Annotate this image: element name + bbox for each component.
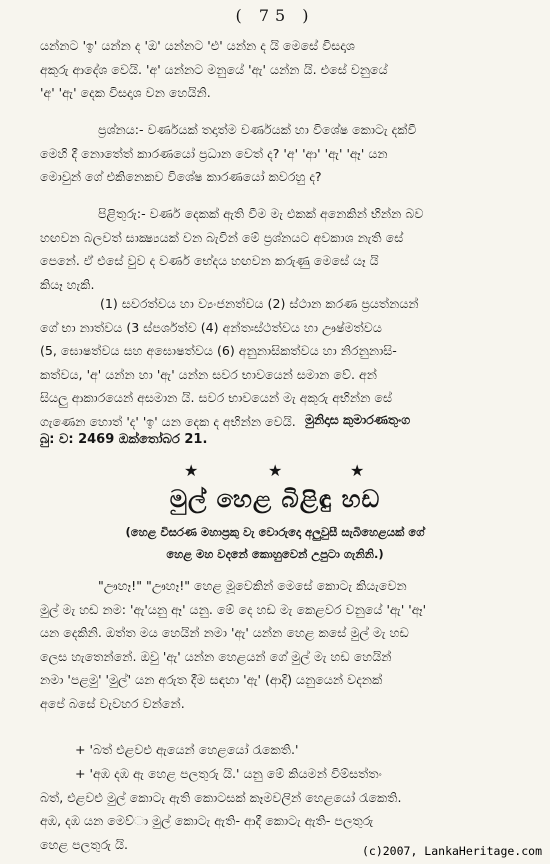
paragraph-differences	[40, 292, 536, 433]
paragraph-line: ගැණෙන හොත් 'ද' 'ඉ' යන දෙක ද අභින්න වෙයි.	[40, 413, 296, 429]
date-line: බු: ව: 2469 ඔක්තෝබර 21.	[40, 432, 208, 447]
paragraph-line: "ඌහෑ!" "ඌහෑ!" හෙළ මූවෙකින් මෙසේ කොටැ කියැවෙන	[98, 578, 407, 593]
paragraph-line: + 'අඹ දඹ ඇ හෙළ පලතුරු යි.' යනු මේ කියමන් විම්සත්තං	[75, 766, 382, 781]
paragraph-line: හෙළ පලතුරු යි.	[40, 836, 129, 852]
paragraph-line: මුල් මැ හඩ නම: 'ඇ'යනු ඈ' යනු. මේ දෙ හඩ මැ කෙළවර වනුයේ 'ඇ' 'ඈ'	[40, 601, 427, 617]
example-item-2	[40, 762, 536, 856]
star-icon: ★	[184, 461, 199, 480]
paragraph-answer	[40, 202, 536, 296]
paragraph-line: ප්‍රශ්නය:- වර්ණයක් තදාත්ම වර්ණයක් හා විශේෂ කොටැ දක්වී	[98, 122, 417, 137]
paragraph-line: සියලු ආකාරයෙන් අසමාන යි. සවර භාවයෙන් මැ අකුරු අභින්න සේ	[40, 390, 393, 405]
paragraph-line: ගේ භා නාත්වය (3 ස්පර්ශත්ව (4) අන්තඃස්ථත්වය හා ඌෂ්මත්වය	[40, 319, 382, 335]
paragraph-line: බත්, එළවළු මුල් කොටැ ඇති කොටසක් කෑමවලින් හෙළයෝ රැකෙති.	[40, 789, 402, 805]
paragraph-line: නමා 'පළමු' 'මුල්' යන අරුත දීම සඳහා 'ඇ' (ආදි) යනුයෙන් වදනක්	[40, 672, 383, 687]
star-icon: ★	[268, 461, 283, 480]
paragraph-line: කියෑ හැකි.	[40, 276, 95, 292]
paragraph-line: 'අ' 'ඇ' දෙක විසදෘශ වන හෙයිනි.	[40, 85, 211, 100]
paragraph-line: පිළිතුරු:- වර්ණ දෙකක් ඇති වීම මැ එකක් අනෙකින් භින්න බව	[98, 206, 424, 221]
paragraph-line: අඹ, දඹ යන මෙව්ා මුල් කොටැ ඇති- ආදී කොටැ ඇති- පලතුරු	[40, 813, 374, 828]
paragraph-question	[40, 118, 536, 189]
paragraph-1	[40, 34, 536, 105]
copyright-credit: (c)2007, LankaHeritage.com	[361, 844, 542, 858]
star-icon: ★	[350, 461, 365, 480]
paragraph-line: පෙනේ. ඒ එසේ වුව ද වර්ණ භේදය හඟවන කරුණු මෙසේ යෑ යි	[40, 253, 379, 268]
paragraph-line: අපේ බසේ වැවහර වන්නේ.	[40, 695, 185, 711]
example-item-1	[75, 738, 535, 761]
paragraph-line: යන දෙකිනි. ඔත්ත මය හෙයින් නමා 'ඇ' යන්න හෙළ කසේ මුල් මැ හඩ	[40, 625, 409, 640]
page-number: ( 75 )	[235, 6, 315, 25]
paragraph-line: මෙහි දී නොතේත් කාරණයෝ ප්‍රධාන වෙත් ද? 'අ' 'ආ' 'ඇ' 'ඈ' යන	[40, 145, 388, 161]
paragraph-line: (5, ඝොෂත්වය සහ අඝොෂත්වය (6) අනුනාසිකත්වය හා නිරනුනාසි-	[40, 343, 397, 358]
subtitle-line: (හෙළ විසරණ මහාප්‍රකු වැ වොරුදො අලුවුසී සැබිහෙළයක් ගේ	[125, 525, 425, 539]
paragraph-first-sound	[40, 574, 536, 715]
paragraph-line: (1) සවරත්වය හා ව්‍යංජනත්වය (2) ස්ථාන කරණ ප්‍රයත්නයන්	[100, 296, 419, 311]
paragraph-line: යන්නට 'ඉ' යන්න ද 'ඔ' යන්නට 'එ' යන්න ද යි මෙසේ විසදෘශ	[40, 38, 355, 53]
subtitle-line: හෙළ මහ වදනේ කොහුවෙන් උපුටා ගැනිනි.)	[166, 547, 384, 561]
paragraph-line: අකුරු ආදේශ වෙයි. 'අ' යන්නට මනුයේ 'ඇ' යන්න යි. එසේ වනුයේ	[40, 61, 388, 77]
example-text: + 'බත් එළවළු ඇයෙන් හෙළයෝ රැකෙති.'	[75, 742, 299, 757]
paragraph-line: ලෙස හැතෙන්නේ. ඔවු 'ඇ' යන්න හෙළයන් ගේ මුල් මැ හඩ හෙයින්	[40, 648, 392, 664]
paragraph-line: හඟවන බලවත් සාක්‍ෂ්‍යයක් වන බැවින් මේ ප්‍රශ්නයට අවකාශ නැති සේ	[40, 229, 404, 245]
paragraph-line: කත්වය, 'අ' යන්න හා 'ඇ' යන්න සවර භාවයෙන් සමාන වේ. අන්	[40, 366, 377, 382]
section-title: මුල් හෙළ බිළිඳු හඩ	[169, 485, 381, 513]
author-signature: මුනිදාස කුමාරණතුංග	[305, 412, 411, 427]
section-separator	[0, 461, 550, 481]
paragraph-line: මොවුන් ගේ එකිනෙකව විශේෂ කාරණයෝ කවරහු ද?	[40, 169, 322, 184]
